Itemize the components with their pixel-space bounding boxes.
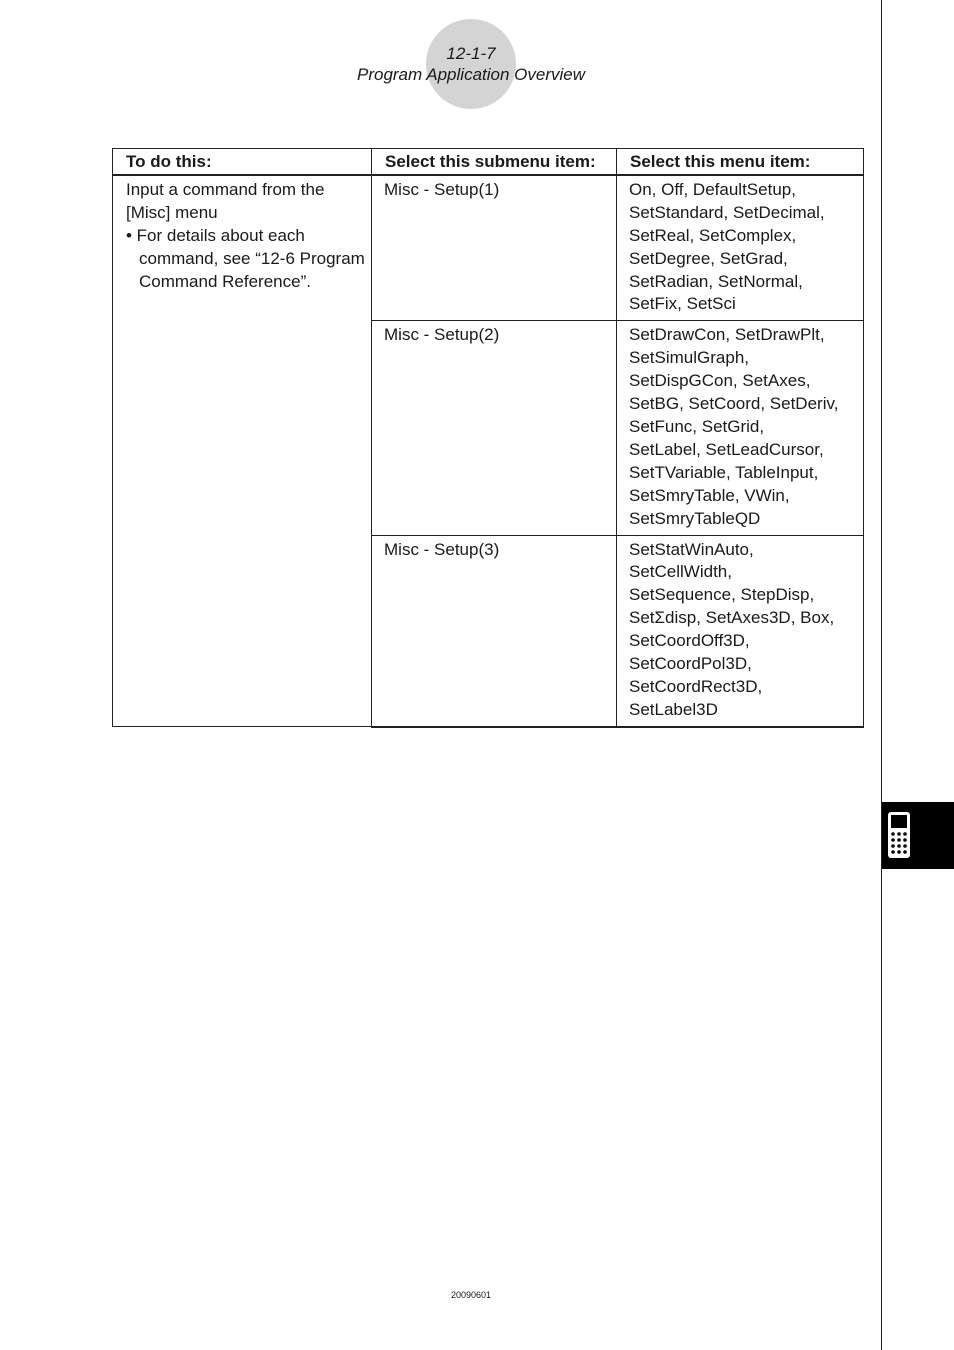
menu-line: SetStandard, SetDecimal, [629,202,825,222]
footer-code: 20090601 [450,1290,492,1300]
menu-line: SetSmryTableQD [629,508,761,528]
submenu-cell: Misc - Setup(2) [372,321,617,535]
menu-line: SetDispGCon, SetAxes, [629,371,811,391]
table-header-row [113,149,864,175]
menu-line: SetSmryTable, VWin, [629,485,790,505]
menu-line: SetCellWidth, [629,562,732,582]
menu-line: SetDrawCon, SetDrawPlt, [629,325,825,345]
header-submenu: Select this submenu item: [372,149,617,175]
menu-line: SetStatWinAuto, [629,539,754,559]
header-todo: To do this: [113,149,372,175]
page-number: 12-1-7 [446,44,496,63]
menu-line: SetFix, SetSci [629,294,736,314]
menu-line: SetDegree, SetGrad, [629,248,788,268]
menu-line: SetΣdisp, SetAxes3D, Box, [629,608,835,628]
menu-line: SetLabel3D [629,699,718,719]
menu-line: SetRadian, SetNormal, [629,271,803,291]
section-title: Program Application Overview [356,65,585,84]
submenu-cell: Misc - Setup(1) [372,175,617,321]
menu-cell [617,175,864,321]
table-row [113,175,864,321]
header-circle [426,19,516,109]
menu-line: SetCoordOff3D, [629,631,750,651]
command-table [112,148,864,728]
menu-line: SetSimulGraph, [629,348,749,368]
task-text-line: [Misc] menu [126,202,218,222]
menu-cell [617,321,864,535]
chapter-tab [882,802,954,869]
menu-line: SetFunc, SetGrid, [629,416,765,436]
menu-line: SetSequence, StepDisp, [629,585,815,605]
menu-line: On, Off, DefaultSetup, [629,179,796,199]
task-bullet: • For details about each command, see “12-6 Program Command Reference”. [126,225,365,291]
calculator-icon [887,811,911,859]
menu-line: SetTVariable, TableInput, [629,462,819,482]
submenu-cell: Misc - Setup(3) [372,535,617,727]
page-right-rule [881,0,882,1350]
task-text-line: Input a command from the [126,179,325,199]
task-cell [113,175,372,727]
menu-cell [617,535,864,727]
menu-line: SetCoordRect3D, [629,676,763,696]
menu-line: SetCoordPol3D, [629,654,752,674]
menu-line: SetReal, SetComplex, [629,225,797,245]
header-menu: Select this menu item: [617,149,864,175]
menu-line: SetLabel, SetLeadCursor, [629,439,824,459]
menu-line: SetBG, SetCoord, SetDeriv, [629,394,839,414]
